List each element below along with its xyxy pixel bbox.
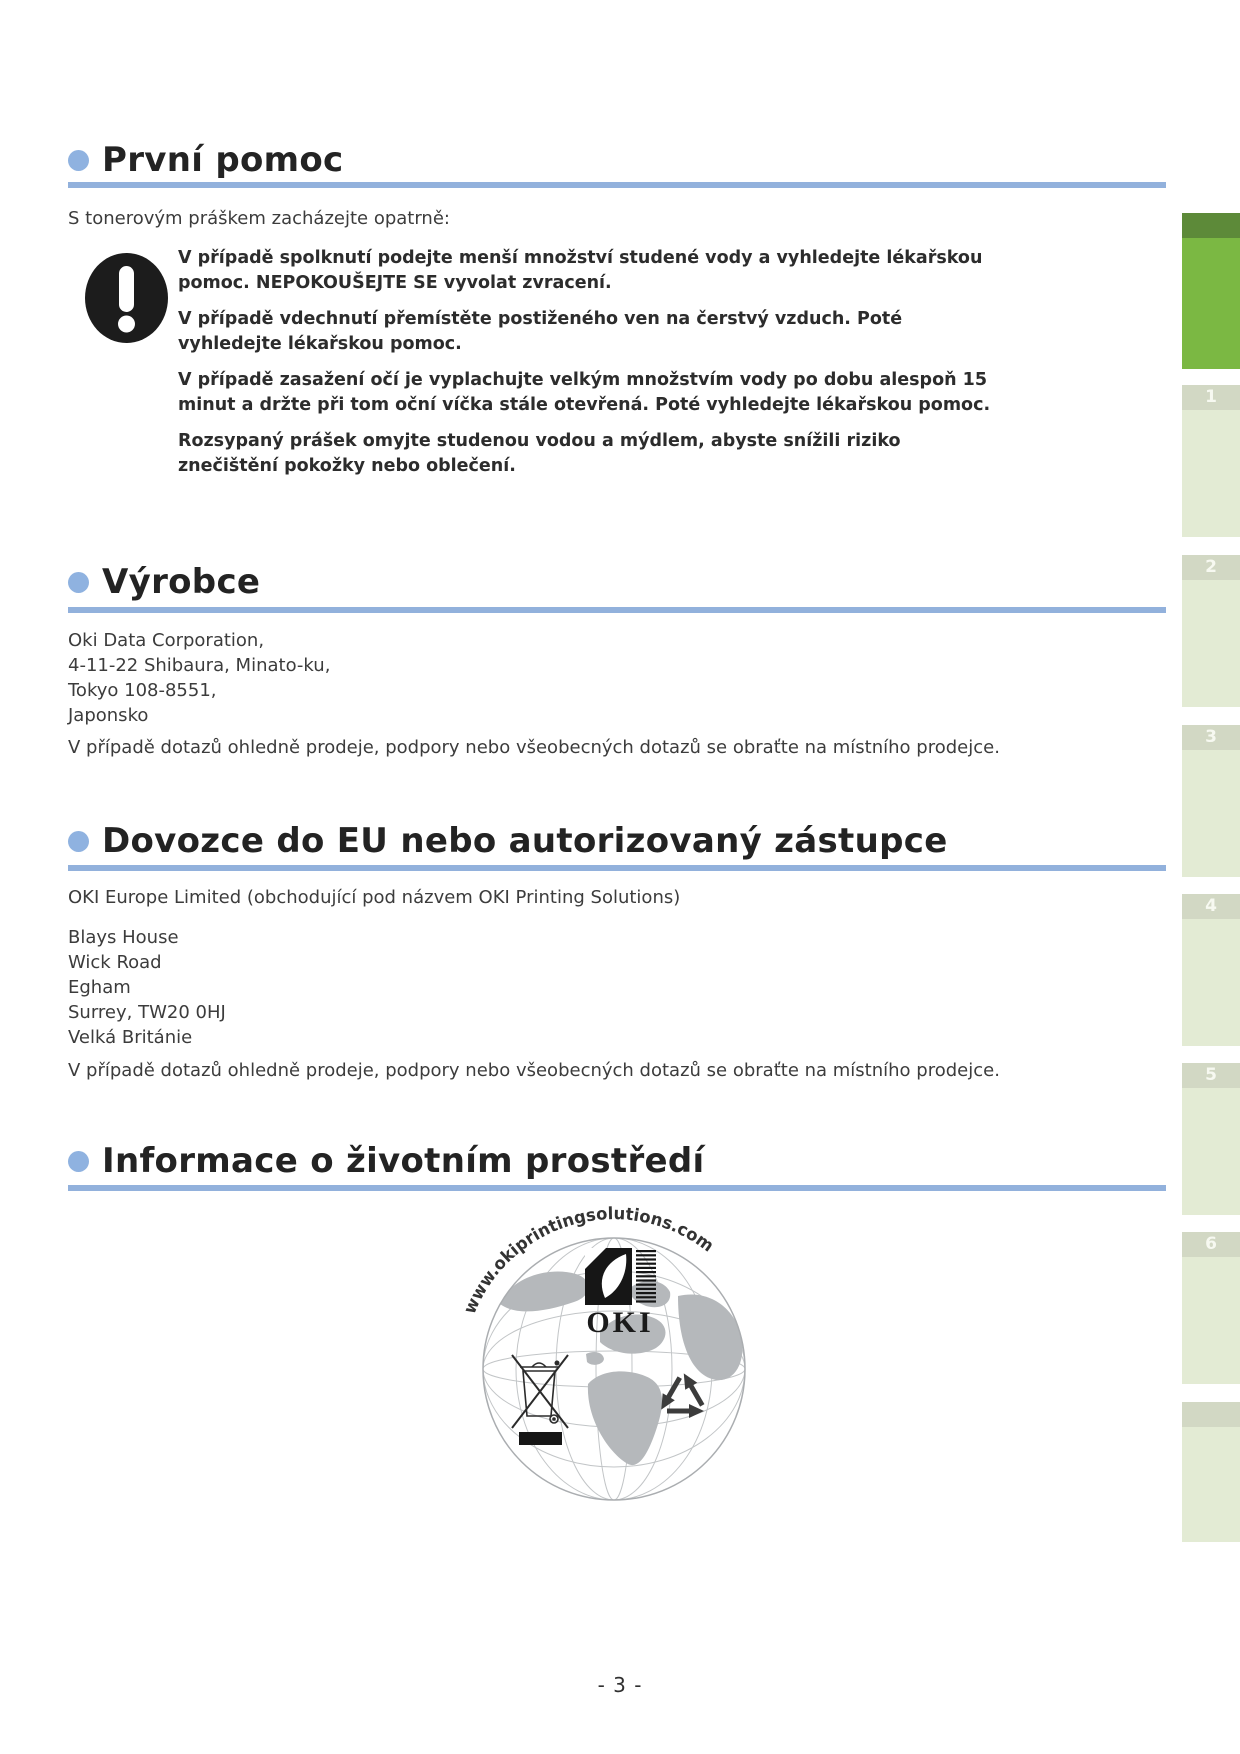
globe-arc-url: www.okiprintingsolutions.com bbox=[460, 1204, 718, 1318]
section-heading-first-aid bbox=[68, 140, 343, 180]
section-title: První pomoc bbox=[102, 140, 344, 180]
section-title: Výrobce bbox=[102, 562, 261, 602]
sidebar-tab-3 bbox=[1182, 725, 1240, 877]
sidebar-tab-number: 5 bbox=[1182, 1063, 1240, 1088]
heading-bullet-icon bbox=[68, 1151, 89, 1172]
sidebar-tab-body bbox=[1182, 580, 1240, 707]
sidebar-tab-6 bbox=[1182, 1232, 1240, 1384]
heading-rule bbox=[68, 182, 1166, 188]
sidebar-tab-body bbox=[1182, 238, 1240, 369]
environment-globe-figure bbox=[440, 1192, 790, 1512]
warning-paragraph bbox=[178, 368, 990, 418]
first-aid-intro: S tonerovým práškem zacházejte opatrně: bbox=[68, 208, 450, 229]
sidebar-tab-number: 6 bbox=[1182, 1232, 1240, 1257]
sidebar-tab-number: 4 bbox=[1182, 894, 1240, 919]
eu-importer-note: V případě dotazů ohledně prodeje, podpory nebo všeobecných dotazů se obraťte na místního prodejce. bbox=[68, 1060, 1000, 1081]
sidebar-tab-number: 3 bbox=[1182, 725, 1240, 750]
page-number: - 3 - bbox=[597, 1673, 643, 1697]
warning-paragraph bbox=[178, 429, 990, 479]
warning-line: pomoc. NEPOKOUŠEJTE SE vyvolat zvracení. bbox=[178, 273, 612, 293]
heading-rule bbox=[68, 607, 1166, 613]
warning-line: Rozsypaný prášek omyjte studenou vodou a mýdlem, abyste snížili riziko bbox=[178, 431, 901, 451]
warning-line: znečištění pokožky nebo oblečení. bbox=[178, 456, 516, 476]
manufacturer-address bbox=[68, 628, 330, 728]
section-title: Informace o životním prostředí bbox=[102, 1141, 705, 1181]
sidebar-tab-body bbox=[1182, 1427, 1240, 1542]
oki-logo-text: OKI bbox=[586, 1306, 654, 1339]
sidebar-tab-5 bbox=[1182, 1063, 1240, 1215]
sidebar-tab-4 bbox=[1182, 894, 1240, 1046]
sidebar-tab-header bbox=[1182, 1402, 1240, 1427]
sidebar-tab-body bbox=[1182, 1088, 1240, 1215]
sidebar-tab-body bbox=[1182, 410, 1240, 537]
mandatory-exclamation-icon bbox=[85, 253, 168, 343]
sidebar-tab-body bbox=[1182, 919, 1240, 1046]
sidebar-tab-blank bbox=[1182, 1402, 1240, 1542]
warning-paragraph bbox=[178, 307, 990, 357]
warning-line: V případě vdechnutí přemístěte postiženého ven na čerstvý vzduch. Poté bbox=[178, 309, 903, 329]
warning-line: vyhledejte lékařskou pomoc. bbox=[178, 334, 462, 354]
sidebar-tab-number: 2 bbox=[1182, 555, 1240, 580]
address-line: Egham bbox=[68, 977, 131, 998]
address-line: Japonsko bbox=[68, 705, 149, 726]
address-line: Wick Road bbox=[68, 952, 162, 973]
manufacturer-note: V případě dotazů ohledně prodeje, podpory nebo všeobecných dotazů se obraťte na místního prodejce. bbox=[68, 737, 1000, 758]
sidebar-tab-header bbox=[1182, 213, 1240, 238]
warning-line: minut a držte při tom oční víčka stále otevřená. Poté vyhledejte lékařskou pomoc. bbox=[178, 395, 991, 415]
sidebar-tab-active bbox=[1182, 213, 1240, 369]
heading-bullet-icon bbox=[68, 150, 89, 171]
section-title: Dovozce do EU nebo autorizovaný zástupce bbox=[102, 821, 948, 861]
address-line: Tokyo 108-8551, bbox=[68, 680, 217, 701]
address-line: Blays House bbox=[68, 927, 179, 948]
section-heading-eu-importer bbox=[68, 821, 948, 861]
section-heading-manufacturer bbox=[68, 562, 260, 602]
section-heading-environment bbox=[68, 1141, 705, 1181]
heading-bullet-icon bbox=[68, 572, 89, 593]
sidebar-tab-body bbox=[1182, 750, 1240, 877]
first-aid-warning-list bbox=[178, 246, 990, 490]
address-line: Velká Británie bbox=[68, 1027, 193, 1048]
sidebar-tab-2 bbox=[1182, 555, 1240, 707]
sidebar-tab-body bbox=[1182, 1257, 1240, 1384]
sidebar-tab-1 bbox=[1182, 385, 1240, 537]
warning-paragraph bbox=[178, 246, 990, 296]
heading-rule bbox=[68, 1185, 1166, 1191]
warning-line: V případě spolknutí podejte menší množství studené vody a vyhledejte lékařskou bbox=[178, 248, 983, 268]
address-line: Oki Data Corporation, bbox=[68, 630, 265, 651]
heading-rule bbox=[68, 865, 1166, 871]
warning-line: V případě zasažení očí je vyplachujte velkým množstvím vody po dobu alespoň 15 bbox=[178, 370, 987, 390]
eu-importer-address bbox=[68, 925, 226, 1050]
heading-bullet-icon bbox=[68, 831, 89, 852]
address-line: 4-11-22 Shibaura, Minato-ku, bbox=[68, 655, 331, 676]
address-line: Surrey, TW20 0HJ bbox=[68, 1002, 226, 1023]
sidebar-tab-number: 1 bbox=[1182, 385, 1240, 410]
eu-importer-company: OKI Europe Limited (obchodující pod názvem OKI Printing Solutions) bbox=[68, 887, 681, 908]
